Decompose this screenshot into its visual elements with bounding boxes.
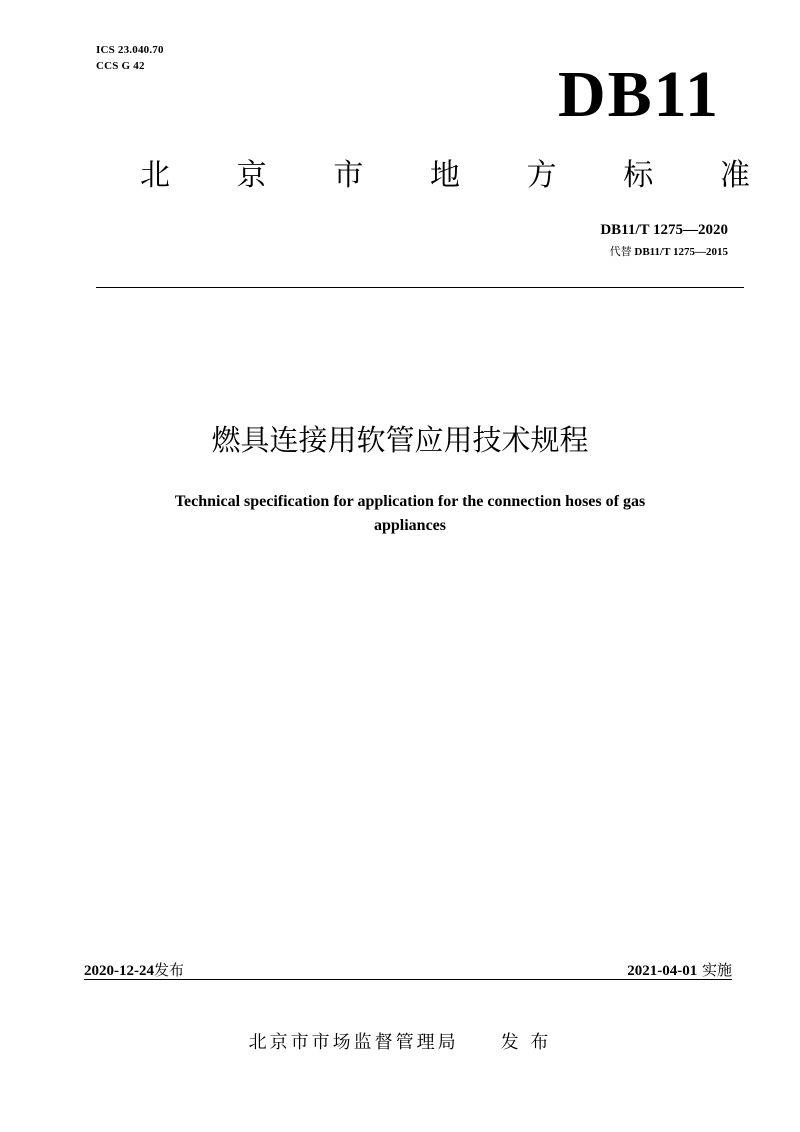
ics-code: ICS 23.040.70 [96, 44, 164, 56]
replaces-line [600, 244, 728, 260]
title-chinese: 燃具连接用软管应用技术规程 [211, 423, 589, 457]
org-char: 准 [719, 158, 750, 193]
replaces-code: DB11/T 1275—2015 [634, 246, 728, 258]
issuer-line [0, 1030, 800, 1056]
publish-date [84, 960, 184, 981]
implement-label: 实施 [701, 961, 732, 979]
standard-code-block [600, 220, 728, 260]
implement-date [627, 960, 732, 981]
org-char: 标 [623, 158, 654, 193]
issuer-action: 发 布 [500, 1032, 552, 1053]
publish-date-value: 2020-12-24 [84, 963, 154, 979]
classification-codes [96, 42, 164, 74]
org-char: 北 [140, 158, 170, 193]
standard-type-heading [140, 158, 750, 194]
title-english-line: Technical specification for application for the connection hoses of gas [174, 493, 646, 510]
db-mark: DB11 [557, 58, 720, 131]
title-english [80, 490, 740, 538]
org-char: 市 [333, 158, 364, 193]
standard-code: DB11/T 1275—2020 [600, 222, 728, 238]
issuer-name: 北京市市场监督管理局 [248, 1032, 459, 1053]
footer-divider [84, 979, 732, 980]
implement-date-value: 2021-04-01 [627, 963, 698, 979]
replaces-label: 代替 [609, 246, 632, 258]
org-char: 方 [526, 158, 557, 193]
org-char: 地 [429, 158, 460, 193]
ccs-code: CCS G 42 [96, 60, 145, 72]
header-divider [96, 287, 744, 288]
org-char: 京 [236, 158, 267, 193]
title-english-line: appliances [373, 517, 446, 534]
publish-label: 发布 [154, 961, 185, 979]
